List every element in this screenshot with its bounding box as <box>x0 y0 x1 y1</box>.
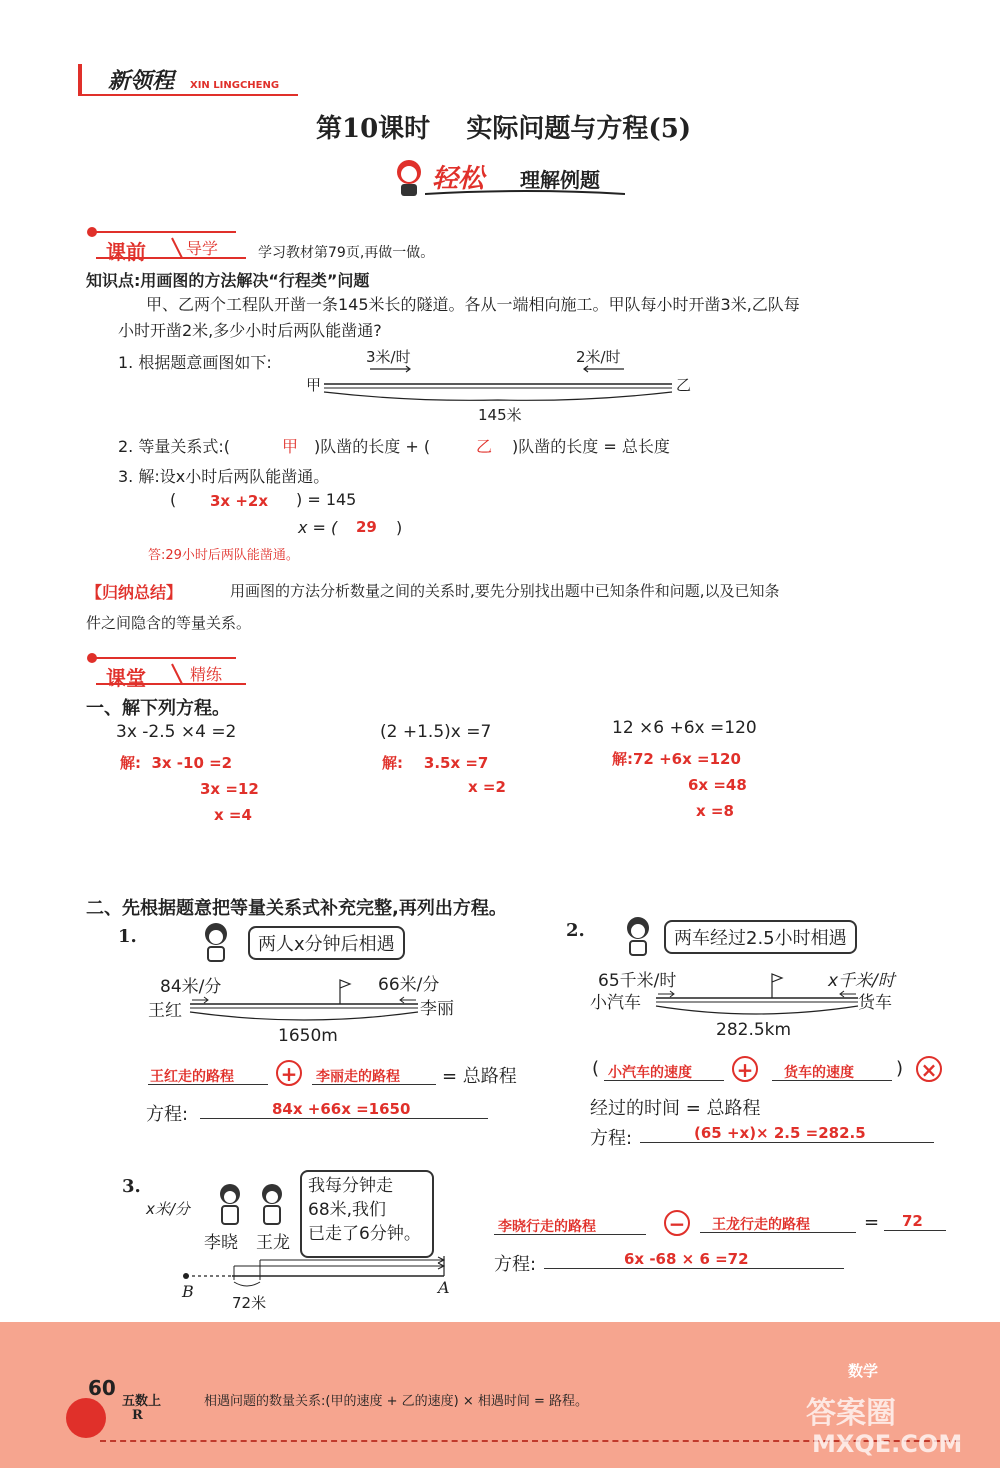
q3-bubble-line1: 我每分钟走 <box>308 1176 393 1196</box>
q2-diagram <box>654 968 860 1020</box>
q1-eq-line <box>200 1118 488 1119</box>
x-answer: 29 <box>356 518 377 536</box>
q2-eq-line <box>640 1142 934 1143</box>
q1-blank2[interactable]: 李丽走的路程 <box>316 1069 400 1085</box>
diagram-length: 145米 <box>478 406 522 424</box>
eq3-step1: 解:72 +6x =120 <box>612 750 741 768</box>
q1-name-left: 王红 <box>148 1001 182 1021</box>
q1-diagram <box>188 974 420 1026</box>
summary-tag: 【归纳总结】 <box>86 583 183 602</box>
q3-name-left: 李晓 <box>204 1233 238 1253</box>
tag-practice: 精练 <box>190 665 223 684</box>
eq2-step2: x =2 <box>468 778 506 796</box>
eq1-step3: x =4 <box>214 806 252 824</box>
eq3-step3: x =8 <box>696 802 734 820</box>
q3-blank1[interactable]: 李晓行走的路程 <box>498 1219 596 1235</box>
problem-line2: 小时开凿2米,多少小时后两队能凿通? <box>118 321 382 340</box>
q1-distance: 1650m <box>278 1026 338 1046</box>
q1-number: 1. <box>118 926 137 947</box>
q2-operator2[interactable]: × <box>916 1056 942 1082</box>
q3-bubble-line3: 已走了6分钟。 <box>308 1224 421 1244</box>
q1-blank1[interactable]: 王红走的路程 <box>150 1069 234 1085</box>
q2-operator[interactable]: + <box>732 1056 758 1082</box>
page-number: 60 <box>88 1376 116 1400</box>
diagram-right-label: 乙 <box>676 376 692 394</box>
q3-eq-label: 方程: <box>494 1254 537 1275</box>
logo-text: 新领程 <box>108 68 175 94</box>
q3-blank3-line <box>884 1230 946 1231</box>
q1-relation-suffix: = 总路程 <box>442 1066 517 1087</box>
q2-distance: 282.5km <box>716 1020 792 1040</box>
q2-speed-right: x千米/时 <box>828 971 895 991</box>
q3-blank3[interactable]: 72 <box>902 1212 923 1230</box>
pre-class-instruction: 学习教材第79页,再做一做。 <box>258 245 435 261</box>
q3-operator[interactable]: − <box>664 1210 690 1236</box>
step1-text: 1. 根据题意画图如下: <box>118 353 272 372</box>
watermark-text: 答案圈 <box>806 1396 896 1431</box>
diagram-lines <box>322 360 674 410</box>
girl-avatar-icon <box>196 920 240 964</box>
summary-line2: 件之间隐含的等量关系。 <box>86 614 252 632</box>
eq1-step2: 3x =12 <box>200 780 259 798</box>
diagram-speed-left: 3米/时 <box>366 348 411 366</box>
q3-number: 3. <box>122 1176 141 1197</box>
q1-speed-right: 66米/分 <box>378 975 440 995</box>
q2-name-right: 货车 <box>858 993 892 1013</box>
two-kids-icon <box>208 1180 298 1228</box>
q2-speed-left: 65千米/时 <box>598 971 677 991</box>
page-number-badge <box>66 1398 106 1438</box>
q3-bubble-line2: 68米,我们 <box>308 1200 387 1220</box>
q3-bubble <box>300 1170 434 1258</box>
diagram-speed-right: 2米/时 <box>576 348 621 366</box>
girl-avatar-icon <box>618 914 662 958</box>
banner-rest: 理解例题 <box>520 168 600 192</box>
q3-gap: 72米 <box>232 1294 267 1312</box>
problem-line1: 甲、乙两个工程队开凿一条145米长的隧道。各从一端相向施工。甲队每小时开凿3米,乙队每 <box>146 295 800 314</box>
tag-pre-class: 课前 <box>106 240 146 264</box>
eq-answer: 3x +2x <box>210 492 269 510</box>
q3-point-a: A <box>438 1278 450 1297</box>
q3-eq-line <box>544 1268 844 1269</box>
q2-blank2[interactable]: 货车的速度 <box>784 1065 854 1081</box>
q1-eq-label: 方程: <box>146 1104 189 1125</box>
q2-relation-line2: 经过的时间 = 总路程 <box>590 1098 761 1119</box>
q2-close: ) <box>896 1058 904 1079</box>
footer-grade: 五数上 <box>122 1394 162 1409</box>
x-prefix: x = ( <box>298 518 338 537</box>
q2-eq-label: 方程: <box>590 1128 633 1149</box>
footer-edition: R <box>132 1408 143 1423</box>
q2-blank2-line <box>772 1080 892 1081</box>
q3-name-right: 王龙 <box>256 1233 290 1253</box>
q3-point-b: B <box>182 1282 194 1301</box>
footer-corner: 数学 <box>848 1362 879 1380</box>
q2-equation[interactable]: (65 +x)× 2.5 =282.5 <box>694 1124 866 1142</box>
eq3-step2: 6x =48 <box>688 776 747 794</box>
eq2-problem: (2 +1.5)x =7 <box>380 722 492 742</box>
q1-operator[interactable]: + <box>276 1060 302 1086</box>
q1-speed-left: 84米/分 <box>160 977 222 997</box>
tag-guide: 导学 <box>186 239 219 258</box>
q1-bubble: 两人x分钟后相遇 <box>248 926 405 960</box>
diagram-left-label: 甲 <box>306 376 322 394</box>
q2-bubble: 两车经过2.5小时相遇 <box>664 920 857 954</box>
banner-bold: 轻松 <box>432 164 485 194</box>
step2-answer2: 乙 <box>476 437 493 456</box>
eq1-step1: 解: 3x -10 =2 <box>120 754 233 772</box>
eq3-problem: 12 ×6 +6x =120 <box>612 718 757 738</box>
logo-pinyin: XIN LINGCHENG <box>190 80 280 91</box>
q2-name-left: 小汽车 <box>590 993 641 1013</box>
q1-blank1-line <box>148 1084 268 1085</box>
footer-tip: 相遇问题的数量关系:(甲的速度 + 乙的速度) × 相遇时间 = 路程。 <box>204 1394 588 1409</box>
girl-mascot-icon <box>388 156 430 198</box>
q1-blank2-line <box>312 1084 436 1085</box>
q2-blank1-line <box>604 1080 724 1081</box>
q3-blank2[interactable]: 王龙行走的路程 <box>712 1217 810 1233</box>
step2-mid: )队凿的长度 + ( <box>314 437 431 456</box>
q3-speed: x米/分 <box>146 1200 190 1218</box>
q2-open: ( <box>592 1058 600 1079</box>
eq-close: ) = 145 <box>296 490 357 509</box>
eq-open: ( <box>170 490 177 509</box>
q2-number: 2. <box>566 920 585 941</box>
step2-answer1: 甲 <box>282 437 299 456</box>
step3-text: 3. 解:设x小时后两队能凿通。 <box>118 467 330 486</box>
q3-blank1-line <box>494 1234 646 1235</box>
step2-suffix: )队凿的长度 = 总长度 <box>512 437 670 456</box>
x-suffix: ) <box>396 518 403 537</box>
q3-equation[interactable]: 6x -68 × 6 =72 <box>624 1250 749 1268</box>
step2-prefix: 2. 等量关系式:( <box>118 437 230 456</box>
eq1-problem: 3x -2.5 ×4 =2 <box>116 722 237 742</box>
answer-text: 答:29小时后两队能凿通。 <box>148 548 299 563</box>
q3-blank2-line <box>700 1232 856 1233</box>
watermark-url: MXQE.COM <box>812 1430 963 1458</box>
eq2-step1: 解: 3.5x =7 <box>382 754 489 772</box>
section2-title: 二、先根据题意把等量关系式补充完整,再列出方程。 <box>86 898 507 919</box>
q1-name-right: 李丽 <box>420 999 454 1019</box>
q1-equation[interactable]: 84x +66x =1650 <box>272 1100 411 1118</box>
q3-diagram <box>182 1246 452 1300</box>
banner-underline <box>425 188 625 198</box>
q2-blank1[interactable]: 小汽车的速度 <box>608 1065 692 1081</box>
page-title: 第10课时 实际问题与方程(5) <box>316 114 692 144</box>
knowledge-point: 知识点:用画图的方法解决“行程类”问题 <box>86 271 370 290</box>
section1-title: 一、解下列方程。 <box>86 698 230 719</box>
q3-eq-sign: = <box>864 1212 880 1233</box>
tag-in-class: 课堂 <box>106 666 146 690</box>
summary-line1: 用画图的方法分析数量之间的关系时,要先分别找出题中已知条件和问题,以及已知条 <box>230 582 780 600</box>
